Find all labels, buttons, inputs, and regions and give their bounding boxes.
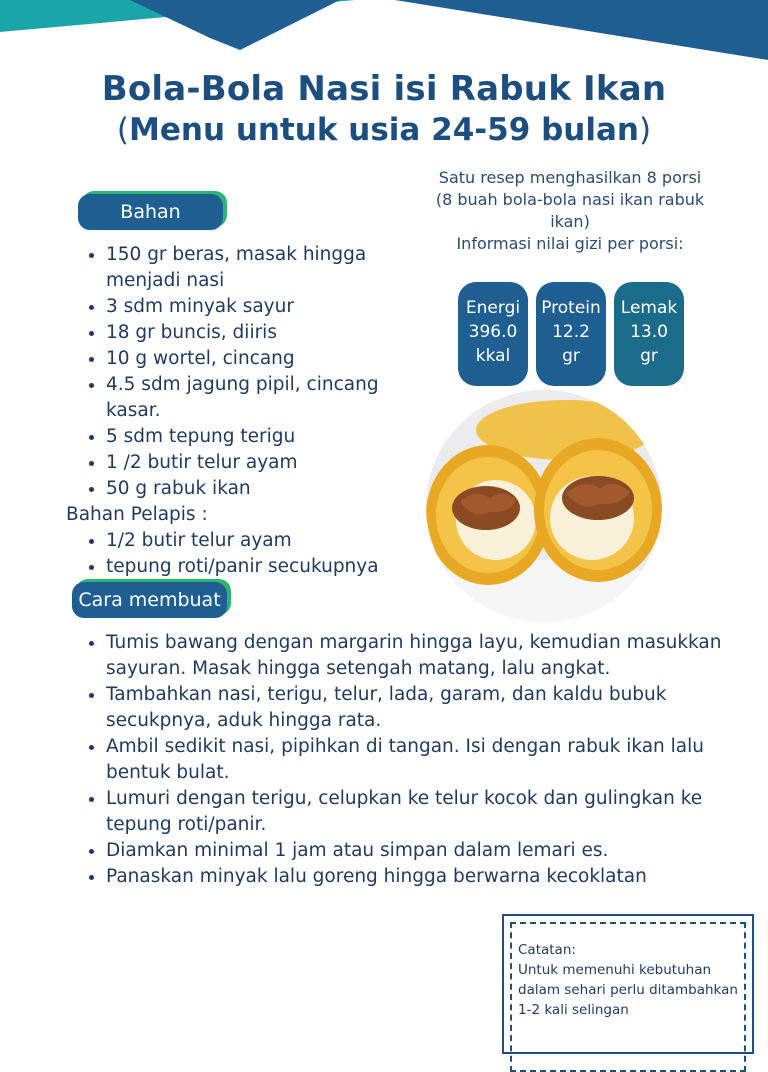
- page-title: [0, 68, 768, 150]
- list-item: • 1 /2 butir telur ayam: [106, 450, 436, 476]
- list-item: • 5 sdm tepung terigu: [106, 424, 436, 450]
- list-item: • 10 g wortel, cincang: [106, 346, 436, 372]
- steps-heading: Cara membuat: [72, 582, 227, 618]
- list-item: • 1/2 butir telur ayam: [106, 528, 436, 554]
- food-photo: [426, 390, 662, 622]
- yield-pieces: (8 buah bola-bola nasi ikan rabuk ikan): [435, 190, 705, 231]
- coating-heading: Bahan Pelapis :: [66, 504, 208, 525]
- yield-servings: Satu resep menghasilkan 8 porsi: [438, 168, 702, 187]
- header-decoration: [0, 0, 768, 70]
- list-item: • tepung roti/panir secukupnya: [106, 554, 436, 580]
- ingredients-heading: Bahan: [78, 194, 223, 230]
- steps-list: [66, 630, 746, 890]
- note-heading: Catatan:: [518, 942, 576, 958]
- ingredients-list: [66, 242, 436, 502]
- list-item: • Ambil sedikit nasi, pipihkan di tangan. Isi dengan rabuk ikan lalu bentuk bulat.: [106, 734, 746, 786]
- list-item: • Lumuri dengan terigu, celupkan ke telur kocok dan gulingkan ke tepung roti/panir.: [106, 786, 746, 838]
- nutrition-heading: Informasi nilai gizi per porsi:: [456, 234, 684, 253]
- list-item: • Diamkan minimal 1 jam atau simpan dalam lemari es.: [106, 838, 746, 864]
- list-item: • Tambahkan nasi, terigu, telur, lada, garam, dan kaldu bubuk secukpnya, aduk hingga rata.: [106, 682, 746, 734]
- list-item: • 3 sdm minyak sayur: [106, 294, 436, 320]
- rice-ball-illustration: [426, 390, 662, 622]
- ingredients-section: [66, 242, 436, 580]
- list-item: • 18 gr buncis, diiris: [106, 320, 436, 346]
- yield-info: [420, 167, 720, 255]
- steps-section: [66, 630, 746, 890]
- note-content: [518, 940, 744, 1020]
- note-box: [502, 914, 754, 1054]
- note-body: Untuk memenuhi kebutuhan dalam sehari perlu ditambahkan 1-2 kali selingan: [518, 962, 738, 1018]
- list-item: • Tumis bawang dengan margarin hingga layu, kemudian masukkan sayuran. Masak hingga setengah matang, lalu angkat.: [106, 630, 746, 682]
- coating-list: [66, 528, 436, 580]
- nutrition-fat: Lemak 13.0 gr: [614, 282, 684, 386]
- list-item: • 50 g rabuk ikan: [106, 476, 436, 502]
- title-line-2: (Menu untuk usia 24-59 bulan): [116, 112, 652, 148]
- nutrition-protein: Protein 12.2 gr: [536, 282, 606, 386]
- list-item: • 4.5 sdm jagung pipil, cincang kasar.: [106, 372, 436, 424]
- list-item: • Panaskan minyak lalu goreng hingga berwarna kecoklatan: [106, 864, 746, 890]
- list-item: • 150 gr beras, masak hingga menjadi nasi: [106, 242, 436, 294]
- title-line-1: Bola-Bola Nasi isi Rabuk Ikan: [101, 69, 667, 109]
- nutrition-energy: Energi 396.0 kkal: [458, 282, 528, 386]
